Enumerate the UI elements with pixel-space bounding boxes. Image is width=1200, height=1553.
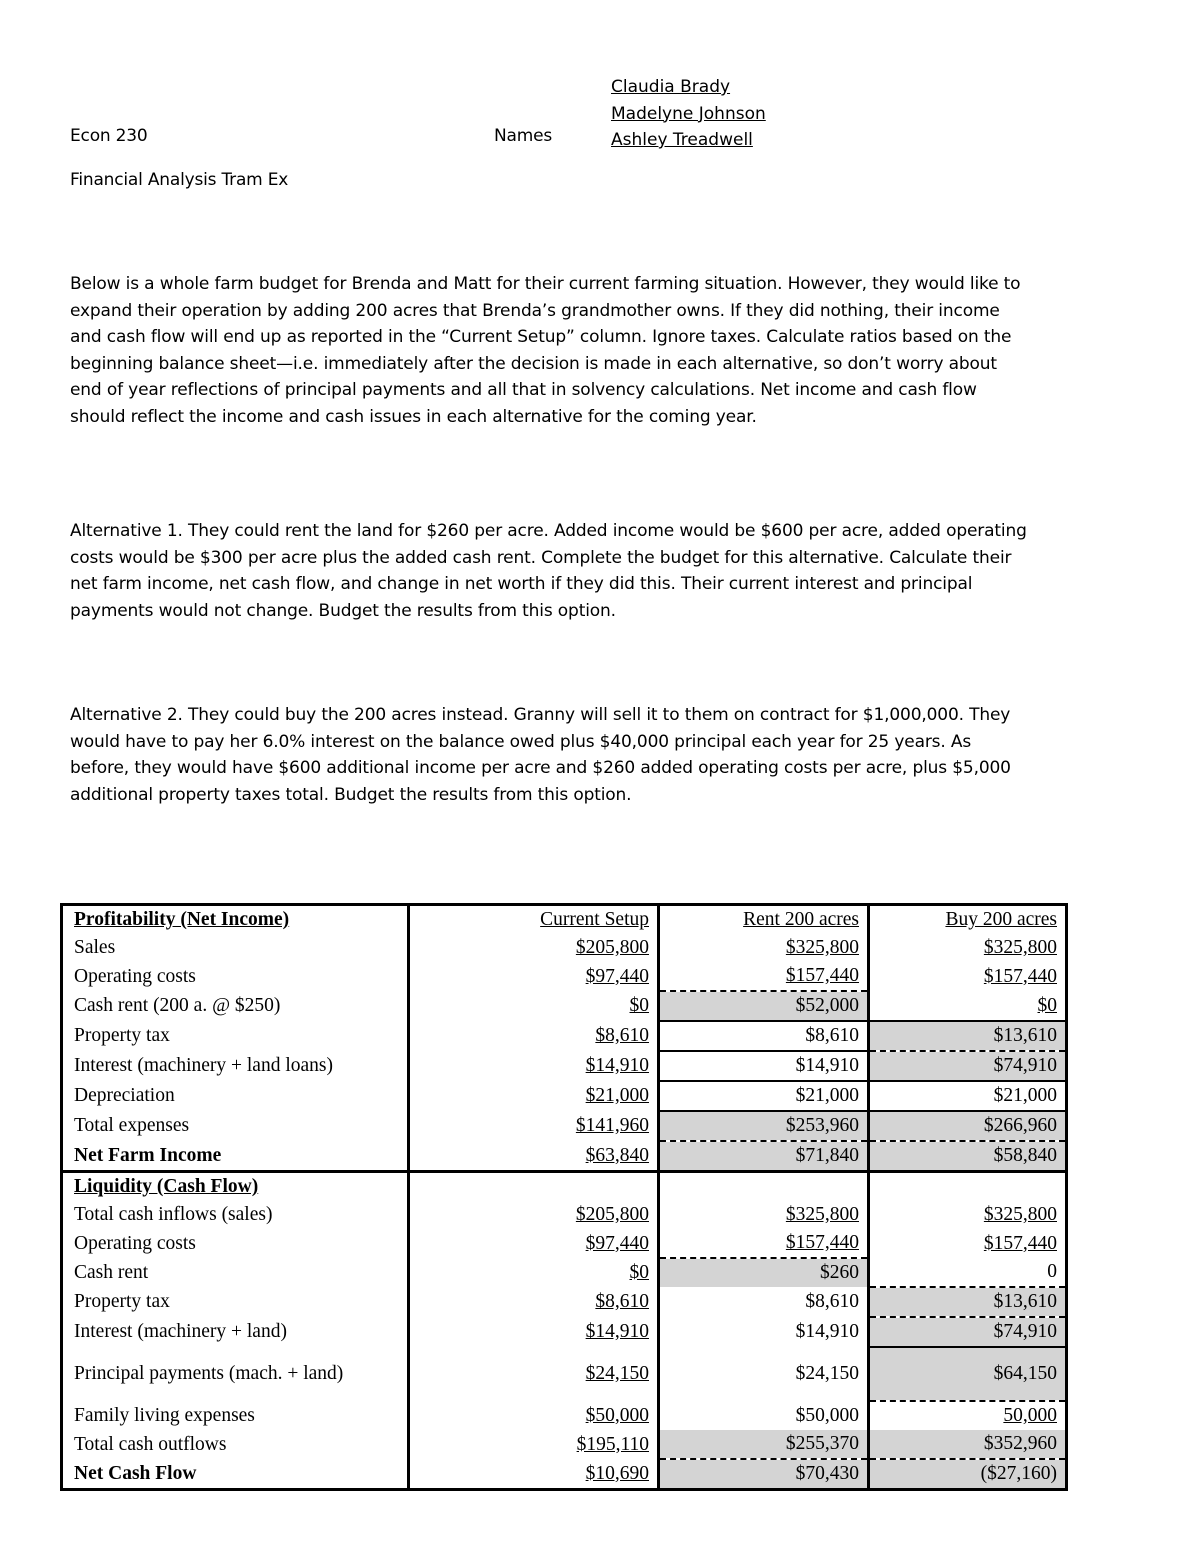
cell-buy: $157,440	[983, 965, 1057, 987]
cell-buy: 0	[1047, 1261, 1057, 1282]
cell-current: $63,840	[409, 1141, 659, 1172]
cell-current: $14,910	[409, 1317, 659, 1347]
row-label: Total cash inflows (sales)	[62, 1201, 409, 1229]
cell-rent: $8,610	[659, 1021, 869, 1051]
cell-buy: $266,960	[869, 1111, 1067, 1141]
row-label: Net Farm Income	[62, 1141, 409, 1172]
cell-rent: $70,430	[659, 1459, 869, 1490]
row-label: Total expenses	[62, 1111, 409, 1141]
cell-rent: $50,000	[659, 1401, 869, 1430]
cell-rent: $325,800	[659, 934, 869, 962]
table-row	[62, 1051, 1067, 1081]
empty-cell	[869, 1172, 1067, 1202]
cell-rent: $325,800	[659, 1201, 869, 1229]
table-row	[62, 1401, 1067, 1430]
cell-buy: $21,000	[993, 1085, 1057, 1106]
student-name: Ashley Treadwell	[611, 130, 753, 150]
cell-current: $205,800	[409, 934, 659, 962]
cell-rent: $8,610	[659, 1287, 869, 1317]
cell-current: $50,000	[409, 1401, 659, 1430]
cell-rent: $71,840	[659, 1141, 869, 1172]
table-row	[62, 1430, 1067, 1459]
student-name: Madelyne Johnson	[611, 103, 766, 124]
cell-current: $0	[409, 1258, 659, 1287]
cell-current: $195,110	[409, 1430, 659, 1459]
cell-current: $97,440	[409, 1229, 659, 1258]
cell-buy: ($27,160)	[869, 1459, 1067, 1490]
empty-cell	[409, 1172, 659, 1202]
cell-current: $14,910	[409, 1051, 659, 1081]
cell-current: $97,440	[409, 962, 659, 991]
alternative-2-paragraph: Alternative 2. They could buy the 200 acres instead. Granny will sell it to them on contract for $1,000,000. They would have to pay her 6.0% interest on the balance owed plus $40,000 principal each year for 25 years. As before, they would have $600 additional income per acre and $260 added operating costs per acre, plus $5,000 additional property taxes total. Budget the results from this option.	[70, 705, 1011, 805]
cell-rent: $14,910	[659, 1051, 869, 1081]
table-row	[62, 1459, 1067, 1490]
table-row	[62, 1021, 1067, 1051]
table-row	[62, 962, 1067, 991]
farm-budget-table	[60, 903, 1068, 1491]
row-label: Operating costs	[62, 1229, 409, 1258]
table-row	[62, 1287, 1067, 1317]
row-label: Interest (machinery + land loans)	[62, 1051, 409, 1081]
intro-paragraph: Below is a whole farm budget for Brenda and Matt for their current farming situation. However, they would like to expand their operation by adding 200 acres that Brenda’s grandmother owns. If they did nothing, their income and cash flow will end up as reported in the “Current Setup” column. Ignore taxes. Calculate ratios based on the beginning balance sheet—i.e. immediately after the decision is made in each alternative, so don’t worry about end of year reflections of principal payments and all that in solvency calculations. Net income and cash flow should reflect the income and cash issues in each alternative for the coming year.	[70, 274, 1021, 427]
cell-rent: $255,370	[659, 1430, 869, 1459]
row-label: Sales	[62, 934, 409, 962]
cell-rent: $260	[659, 1258, 869, 1287]
table-row	[62, 1111, 1067, 1141]
table-row	[62, 1347, 1067, 1401]
column-header-rent: Rent 200 acres	[659, 905, 869, 935]
table-row	[62, 1081, 1067, 1111]
row-label: Property tax	[62, 1021, 409, 1051]
assignment-subtitle: Financial Analysis Tram Ex	[70, 170, 289, 190]
row-label: Cash rent (200 a. @ $250)	[62, 991, 409, 1021]
profitability-heading: Profitability (Net Income)	[62, 905, 409, 935]
liquidity-heading-row	[62, 1172, 1067, 1202]
liquidity-heading: Liquidity (Cash Flow)	[62, 1172, 409, 1202]
row-label: Net Cash Flow	[62, 1459, 409, 1490]
cell-current: $24,150	[409, 1347, 659, 1401]
cell-buy: $58,840	[869, 1141, 1067, 1172]
cell-rent: $14,910	[659, 1317, 869, 1347]
cell-current: $10,690	[409, 1459, 659, 1490]
cell-buy: $74,910	[869, 1317, 1067, 1347]
cell-buy: $13,610	[869, 1021, 1067, 1051]
row-label: Family living expenses	[62, 1401, 409, 1430]
cell-rent: $253,960	[659, 1111, 869, 1141]
cell-current: $141,960	[409, 1111, 659, 1141]
cell-current: $21,000	[409, 1081, 659, 1111]
row-label: Cash rent	[62, 1258, 409, 1287]
cell-buy: $64,150	[869, 1347, 1067, 1401]
cell-current: $8,610	[409, 1287, 659, 1317]
alternative-1-paragraph: Alternative 1. They could rent the land for $260 per acre. Added income would be $600 per acre, added operating costs would be $300 per acre plus the added cash rent. Complete the budget for this alternative. Calculate their net farm income, net cash flow, and change in net worth if they did this. Their current interest and principal payments would not change. Budget the results from this option.	[70, 521, 1027, 621]
cell-buy: $325,800	[983, 1204, 1057, 1225]
cell-rent: $21,000	[659, 1081, 869, 1111]
cell-buy: $74,910	[869, 1051, 1067, 1081]
table-row	[62, 1229, 1067, 1258]
cell-buy: $157,440	[983, 1232, 1057, 1254]
table-row	[62, 991, 1067, 1021]
cell-rent: $24,150	[659, 1347, 869, 1401]
table-row	[62, 1201, 1067, 1229]
row-label: Principal payments (mach. + land)	[62, 1347, 409, 1401]
table-row	[62, 1258, 1067, 1287]
cell-rent: $157,440	[659, 1229, 869, 1258]
cell-rent: $157,440	[659, 962, 869, 991]
row-label: Total cash outflows	[62, 1430, 409, 1459]
cell-buy: $13,610	[869, 1287, 1067, 1317]
cell-rent: $52,000	[659, 991, 869, 1021]
cell-current: $0	[409, 991, 659, 1021]
cell-current: $205,800	[409, 1201, 659, 1229]
column-header-current: Current Setup	[409, 905, 659, 935]
empty-cell	[659, 1172, 869, 1202]
row-label: Operating costs	[62, 962, 409, 991]
row-label: Property tax	[62, 1287, 409, 1317]
cell-buy: $352,960	[869, 1430, 1067, 1459]
table-header-row	[62, 905, 1067, 935]
table-row	[62, 934, 1067, 962]
student-name: Claudia Brady	[611, 77, 731, 97]
table-row	[62, 1141, 1067, 1172]
names-label: Names	[494, 126, 553, 146]
row-label: Interest (machinery + land)	[62, 1317, 409, 1347]
course-title: Econ 230	[70, 126, 148, 146]
table-row	[62, 1317, 1067, 1347]
cell-buy: $325,800	[983, 937, 1057, 958]
cell-buy: $0	[1037, 994, 1057, 1016]
column-header-buy: Buy 200 acres	[945, 909, 1057, 930]
row-label: Depreciation	[62, 1081, 409, 1111]
cell-buy: 50,000	[869, 1401, 1067, 1430]
student-names	[611, 74, 766, 154]
cell-current: $8,610	[409, 1021, 659, 1051]
